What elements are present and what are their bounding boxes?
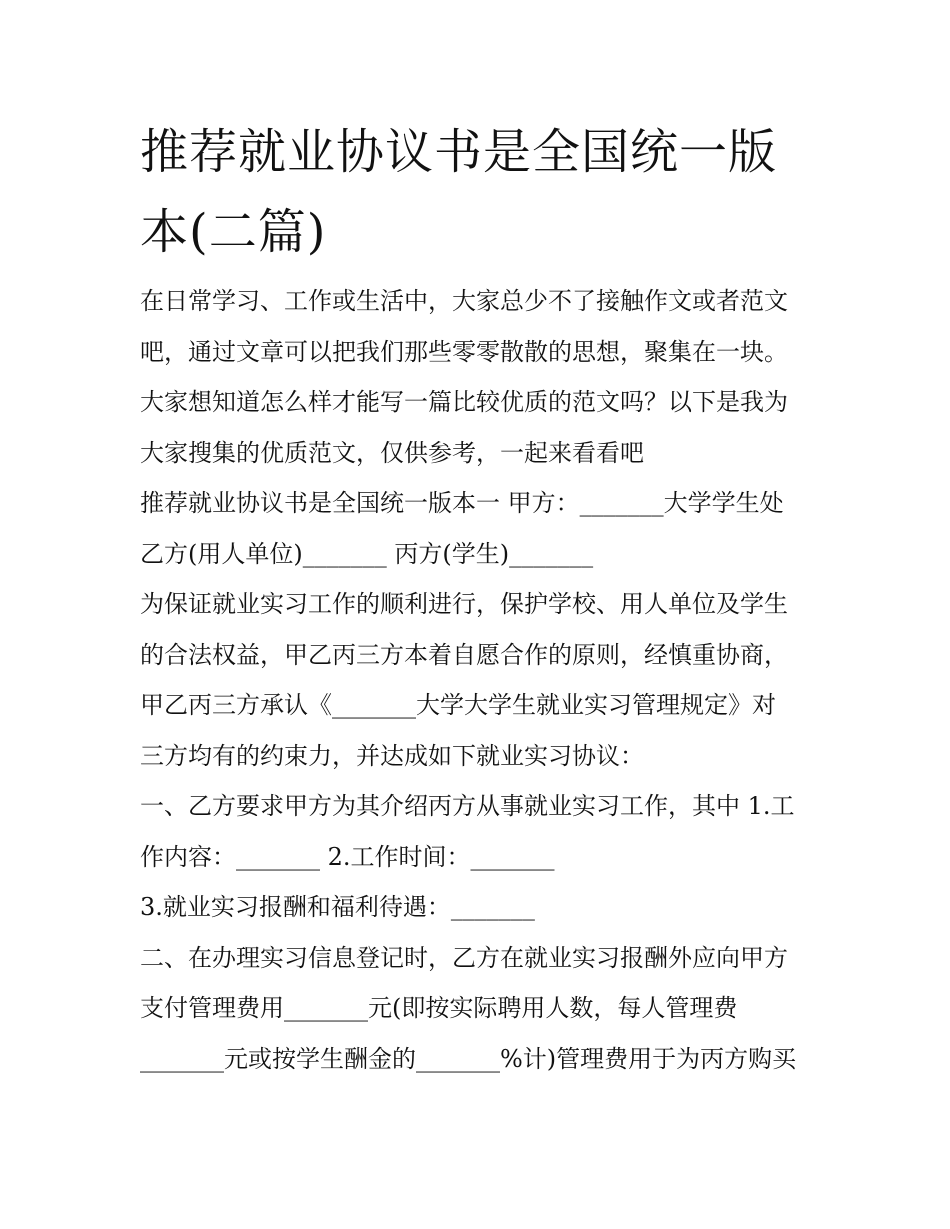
paragraph-line: 作内容：_______ 2.工作时间：_______ bbox=[140, 842, 555, 871]
paragraph-line: 甲乙丙三方承认《_______大学大学生就业实习管理规定》对 bbox=[140, 691, 776, 719]
paragraph-line: 支付管理费用_______元(即按实际聘用人数，每人管理费 bbox=[140, 994, 738, 1022]
paragraph-line: 的合法权益，甲乙丙三方本着自愿合作的原则，经慎重协商， bbox=[140, 640, 788, 669]
paragraph-line: _______元或按学生酬金的_______%计)管理费用于为丙方购买 bbox=[140, 1044, 797, 1073]
paragraph-line: 为保证就业实习工作的顺利进行，保护学校、用人单位及学生 bbox=[140, 590, 788, 618]
paragraph-line: 大家搜集的优质范文，仅供参考，一起来看看吧 bbox=[140, 438, 644, 467]
paragraph-line: 推荐就业协议书是全国统一版本一 甲方：_______大学学生处 bbox=[140, 489, 784, 517]
paragraph-line: 三方均有的约束力，并达成如下就业实习协议： bbox=[140, 741, 644, 770]
paragraph-line: 乙方(用人单位)_______ 丙方(学生)_______ bbox=[140, 539, 594, 568]
paragraph-line: 一、乙方要求甲方为其介绍丙方从事就业实习工作，其中 1.工 bbox=[140, 792, 795, 820]
document-body bbox=[140, 276, 830, 1084]
paragraph-line: 3.就业实习报酬和福利待遇：_______ bbox=[140, 893, 535, 921]
paragraph-line: 二、在办理实习信息登记时，乙方在就业实习报酬外应向甲方 bbox=[140, 943, 788, 972]
paragraph-line: 吧，通过文章可以把我们那些零零散散的思想，聚集在一块。 bbox=[140, 337, 788, 366]
paragraph-line: 在日常学习、工作或生活中，大家总少不了接触作文或者范文 bbox=[140, 287, 788, 315]
paragraph-line: 大家想知道怎么样才能写一篇比较优质的范文吗？以下是我为 bbox=[140, 388, 788, 416]
document-title: 推荐就业协议书是全国统一版本(二篇) bbox=[140, 124, 778, 260]
